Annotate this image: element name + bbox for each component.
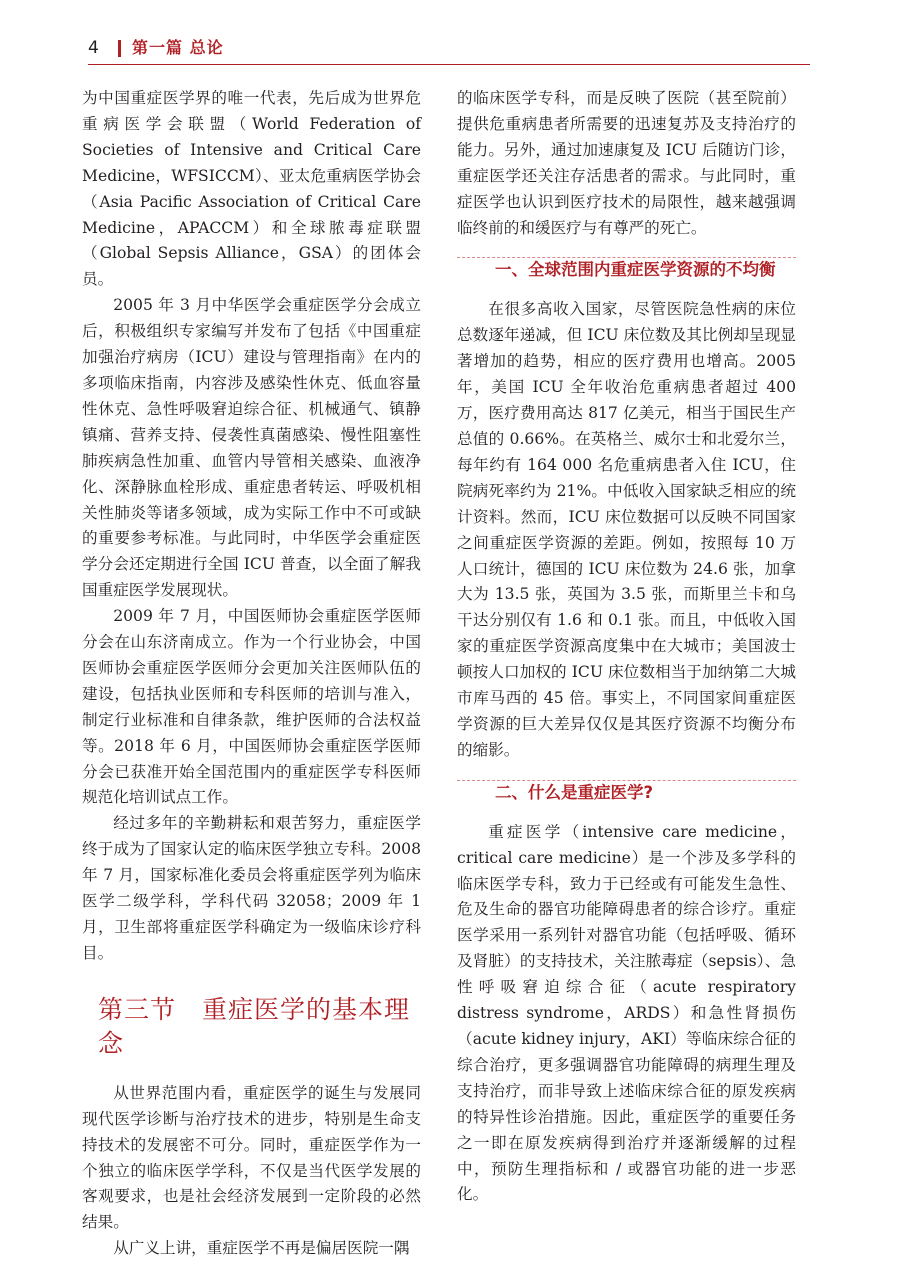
header-divider-bar: [118, 40, 121, 57]
paragraph: 从世界范围内看，重症医学的诞生与发展同现代医学诊断与治疗技术的进步，特别是生命支持技术的发展密不可分。同时，重症医学作为一个独立的临床医学学科，不仅是当代医学发展的客观要求，也是社会经济发展到一定阶段的必然结果。: [82, 1083, 421, 1232]
part-title: 第一篇 总论: [132, 38, 224, 57]
paragraph: 2009 年 7 月，中国医师协会重症医学医师分会在山东济南成立。作为一个行业协会，中国医师协会重症医学医师分会更加关注医师队伍的建设，包括执业医师和专科医师的培训与准入，制定行业标准和自律条款，维护医师的合法权益等。2018 年 6 月，中国医师协会重症医学医师分会已获准开始全国范围内的重症医学专科医师规范化培训试点工作。: [82, 607, 421, 807]
heading-text: 一、全球范围内重症医学资源的不均衡: [495, 260, 776, 280]
paragraph: 2005 年 3 月中华医学会重症医学分会成立后，积极组织专家编写并发布了包括《中国重症加强治疗病房（ICU）建设与管理指南》在内的多项临床指南，内容涉及感染性休克、低血容量性休克、急性呼吸窘迫综合征、机械通气、镇静镇痛、营养支持、侵袭性真菌感染、慢性阻塞性肺疾病急性加重、血管内导管相关感染、血液净化、深静脉血栓形成、重症患者转运、呼吸机相关性肺炎等诸多领域，成为实际工作中不可或缺的重要参考标准。与此同时，中华医学会重症医学分会还定期进行全国 ICU 普查，以全面了解我国重症医学发展现状。: [82, 296, 421, 600]
right-column: [457, 86, 796, 1208]
heading-text: 二、什么是重症医学?: [495, 782, 654, 802]
section-title: [98, 993, 421, 1061]
page-number: 4: [88, 38, 99, 58]
paragraph: 的临床医学专科，而是反映了医院（甚至院前）提供危重病患者所需要的迅速复苏及支持治疗的能力。另外，通过加速康复及 ICU 后随访门诊，重症医学还关注存活患者的需求。与此同时，重症医学也认识到医疗技术的局限性，越来越强调临终前的和缓医疗与有尊严的死亡。: [457, 89, 796, 237]
subsection-heading: [457, 776, 796, 810]
subsection-heading: [457, 253, 796, 287]
page-header: [88, 36, 810, 66]
section-name: 重症医学的基本理念: [98, 994, 411, 1058]
paragraph: 重症医学（intensive care medicine，critical care medicine）是一个涉及多学科的临床医学专科，致力于已经或有可能发生急性、危及生命的器官功能障碍患者的综合诊疗。重症医学采用一系列针对器官功能（包括呼吸、循环及肾脏）的支持技术，关注脓毒症（sepsis）、急性呼吸窘迫综合征（acute respiratory distress syndrome，ARDS）和急性肾损伤（acute kidney injury，AKI）等临床综合征的综合治疗，更多强调器官功能障碍的病理生理及支持治疗，而非导致上述临床综合征的原发疾病的特异性诊治措施。因此，重症医学的重要任务之一即在原发疾病得到治疗并逐渐缓解的过程中，预防生理指标和 / 或器官功能的进一步恶化。: [457, 822, 796, 1204]
paragraph: 在很多高收入国家，尽管医院急性病的床位总数逐年递减，但 ICU 床位数及其比例却呈现显著增加的趋势，相应的医疗费用也增高。2005 年，美国 ICU 全年收治危重病患者超过 400 万，医疗费用高达 817 亿美元，相当于国民生产总值的 0.66%。在英格兰、威尔士和北爱尔兰，每年约有 164 000 名危重病患者入住 ICU，住院病死率约为 21%。中低收入国家缺乏相应的统计资料。然而，ICU 床位数据可以反映不同国家之间重症医学资源的差距。例如，按照每 10 万人口统计，德国的 ICU 床位数为 24.6 张，加拿大为 13.5 张，英国为 3.5 张，而斯里兰卡和乌干达分别仅有 1.6 和 0.1 张。而且，中低收入国家的重症医学资源高度集中在大城市；美国波士顿按人口加权的 ICU 床位数相当于加纳第二大城市库马西的 45 倍。事实上，不同国家间重症医学资源的巨大差异仅仅是其医疗资源不均衡分布的缩影。: [457, 300, 796, 759]
header-rule: [88, 64, 810, 65]
section-number: 第三节: [98, 994, 177, 1024]
paragraph: 为中国重症医学界的唯一代表，先后成为世界危重病医学会联盟（World Federation of Societies of Intensive and Critical Care Medicine，WFSICCM）、亚太危重病医学协会（Asia Pacific Association of Critical Care Medicine，APACCM）和全球脓毒症联盟（Global Sepsis Alliance，GSA）的团体会员。: [82, 89, 421, 289]
paragraph: 经过多年的辛勤耕耘和艰苦努力，重症医学终于成为了国家认定的临床医学独立专科。2008 年 7 月，国家标准化委员会将重症医学列为临床医学二级学科，学科代码 32058；2009 年 1 月，卫生部将重症医学科确定为一级临床诊疗科目。: [82, 814, 421, 962]
left-column: [82, 86, 421, 1262]
paragraph: 从广义上讲，重症医学不再是偏居医院一隅: [113, 1239, 410, 1258]
